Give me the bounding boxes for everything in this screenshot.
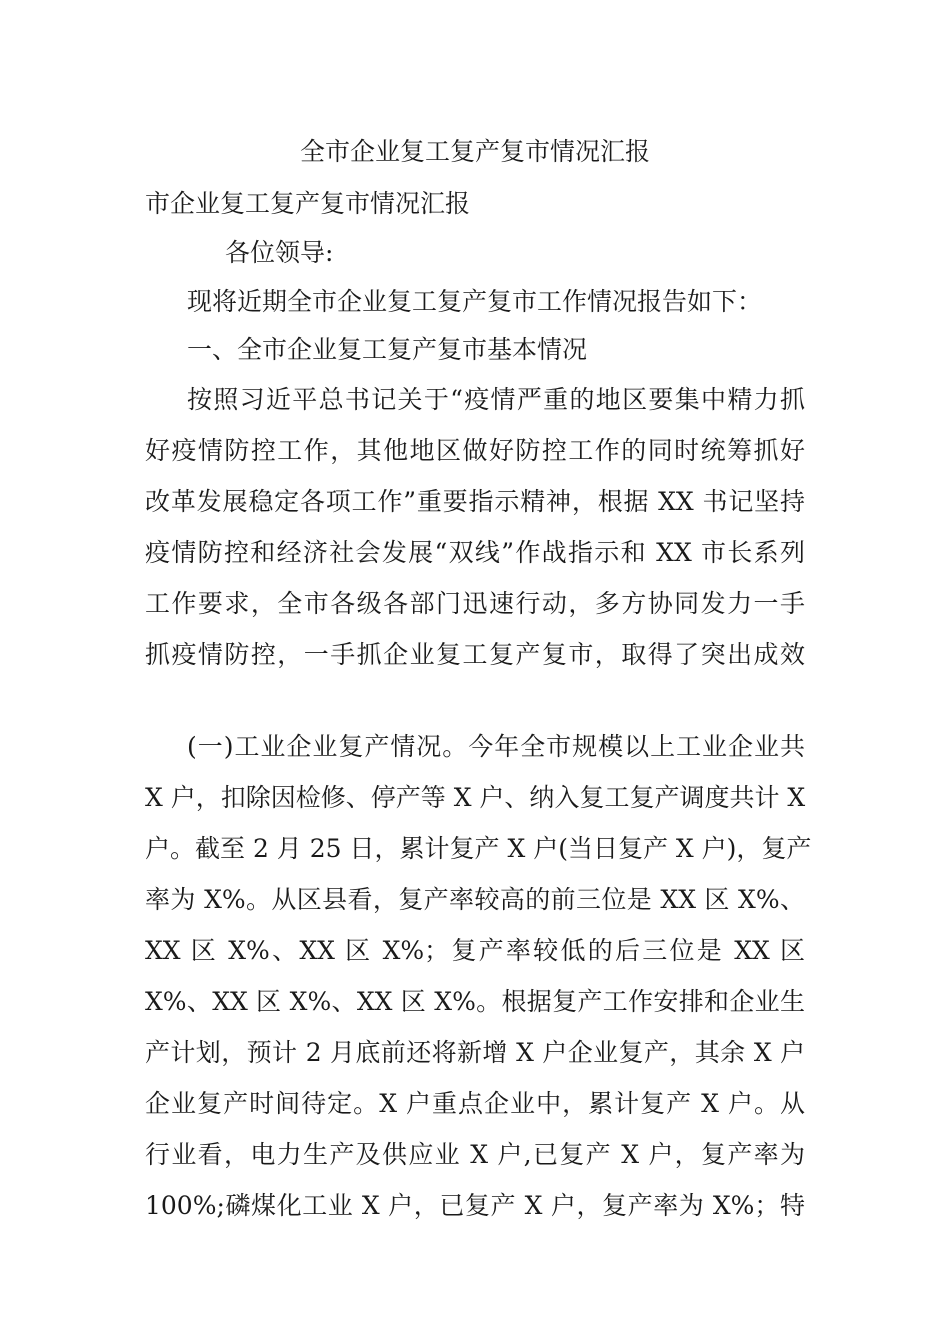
paragraph-line: 率为 X%。从区县看，复产率较高的前三位是 XX 区 X%、 [145, 885, 805, 914]
paragraph-line: XX 区 X%、XX 区 X%；复产率较低的后三位是 XX 区 [145, 936, 805, 965]
paragraph-line: 好疫情防控工作，其他地区做好防控工作的同时统筹抓好 [145, 436, 805, 465]
paragraph-line: 疫情防控和经济社会发展“双线”作战指示和 XX 市长系列 [145, 538, 805, 567]
paragraph-line: X%、XX 区 X%、XX 区 X%。根据复产工作安排和企业生 [145, 987, 805, 1016]
document-title: 全市企业复工复产复市情况汇报 [299, 137, 650, 166]
paragraph-line: 改革发展稳定各项工作”重要指示精神，根据 XX 书记坚持 [145, 487, 805, 516]
paragraph-line: 户。截至 2 月 25 日，累计复产 X 户(当日复产 X 户)，复产 [145, 834, 812, 863]
intro-line: 现将近期全市企业复工复产复市工作情况报告如下： [187, 287, 763, 316]
salutation: 各位领导: [225, 238, 334, 267]
paragraph-line: X 户，扣除因检修、停产等 X 户、纳入复工复产调度共计 X [145, 783, 806, 812]
paragraph-line: (一)工业企业复产情况。今年全市规模以上工业企业共 [187, 732, 805, 761]
document-subtitle: 市企业复工复产复市情况汇报 [145, 189, 471, 218]
paragraph-line: 抓疫情防控，一手抓企业复工复产复市，取得了突出成效 [145, 640, 805, 669]
section-heading: 一、全市企业复工复产复市基本情况 [187, 335, 588, 364]
paragraph-line: 产计划，预计 2 月底前还将新增 X 户企业复产，其余 X 户 [145, 1038, 805, 1067]
paragraph-line: 企业复产时间待定。X 户重点企业中，累计复产 X 户。从 [145, 1089, 805, 1118]
paragraph-line: 行业看，电力生产及供应业 X 户,已复产 X 户，复产率为 [145, 1140, 805, 1169]
paragraph-line: 工作要求，全市各级各部门迅速行动，多方协同发力一手 [145, 589, 805, 618]
paragraph-line: 100%;磷煤化工业 X 户，已复产 X 户，复产率为 X%；特 [145, 1191, 805, 1220]
paragraph-line: 按照习近平总书记关于“疫情严重的地区要集中精力抓 [187, 385, 805, 414]
